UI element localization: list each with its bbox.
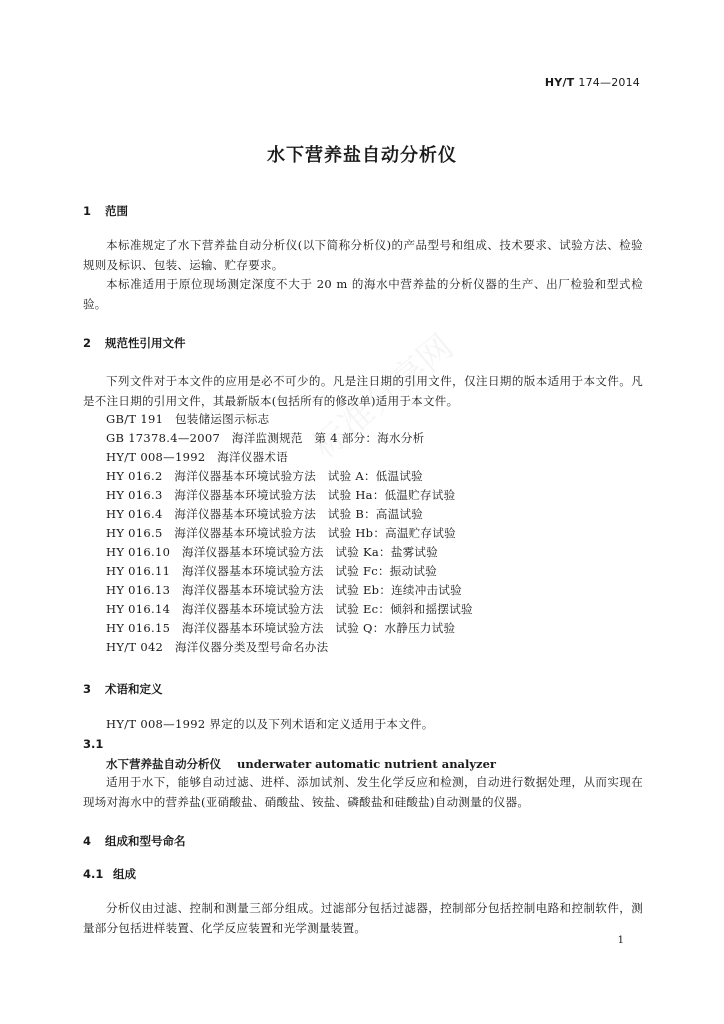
section-title: 规范性引用文件 (105, 336, 186, 350)
document-title: 水下营养盐自动分析仪 (267, 145, 457, 166)
term-heading (106, 756, 496, 772)
reference-item: HY/T 042 海洋仪器分类及型号命名办法 (106, 640, 329, 654)
section-title: 术语和定义 (105, 682, 163, 696)
reference-item: HY 016.5 海洋仪器基本环境试验方法 试验 Hb：高温贮存试验 (106, 526, 456, 540)
scope-paragraph-1: 本标准规定了水下营养盐自动分析仪(以下简称分析仪)的产品型号和组成、技术要求、试验方法、检验规则及标识、包装、运输、贮存要求。 (83, 238, 643, 272)
term-english: underwater automatic nutrient analyzer (237, 757, 496, 771)
composition-paragraph: 分析仪由过滤、控制和测量三部分组成。过滤部分包括过滤器，控制部分包括控制电路和控制软件，测量部分包括进样装置、化学反应装置和光学测量装置。 (83, 901, 643, 935)
section-number: 4.1 (83, 867, 104, 881)
reference-item: HY 016.10 海洋仪器基本环境试验方法 试验 Ka：盐雾试验 (106, 545, 439, 559)
reference-item: GB/T 191 包装储运图示标志 (106, 412, 270, 426)
terms-intro: HY/T 008—1992 界定的以及下列术语和定义适用于本文件。 (106, 717, 434, 731)
section-number: 1 (83, 204, 92, 218)
standard-code-prefix: HY/T (544, 76, 575, 89)
reference-item: HY 016.4 海洋仪器基本环境试验方法 试验 B：高温试验 (106, 507, 424, 521)
standard-code (545, 76, 640, 89)
section-title: 组成和型号命名 (105, 834, 186, 848)
term-definition: 适用于水下，能够自动过滤、进样、添加试剂、发生化学反应和检测，自动进行数据处理，从而实现在现场对海水中的营养盐(亚硝酸盐、硝酸盐、铵盐、磷酸盐和硅酸盐)自动测量的仪器。 (83, 775, 643, 809)
section-2-heading (83, 335, 186, 351)
reference-item: GB 17378.4—2007 海洋监测规范 第 4 部分：海水分析 (106, 431, 425, 445)
section-number: 3 (83, 682, 92, 696)
section-1-heading (83, 203, 128, 219)
section-number: 2 (83, 336, 92, 350)
reference-item: HY/T 008—1992 海洋仪器术语 (106, 450, 289, 464)
term-number: 3.1 (83, 737, 104, 751)
standard-code-number: 174—2014 (578, 76, 640, 89)
reference-item: HY 016.2 海洋仪器基本环境试验方法 试验 A：低温试验 (106, 469, 423, 483)
term-chinese: 水下营养盐自动分析仪 (106, 757, 221, 771)
page-number: 1 (617, 935, 624, 946)
section-3-heading (83, 681, 163, 697)
reference-item: HY 016.13 海洋仪器基本环境试验方法 试验 Eb：连续冲击试验 (106, 583, 462, 597)
reference-item: HY 016.11 海洋仪器基本环境试验方法 试验 Fc：振动试验 (106, 564, 437, 578)
scope-paragraph-2: 本标准适用于原位现场测定深度不大于 20 m 的海水中营养盐的分析仪器的生产、出厂检验和型式检验。 (83, 277, 643, 311)
section-title: 组成 (113, 867, 136, 881)
section-number: 4 (83, 834, 92, 848)
section-4-heading (83, 833, 186, 849)
reference-item: HY 016.3 海洋仪器基本环境试验方法 试验 Ha：低温贮存试验 (106, 488, 456, 502)
reference-item: HY 016.15 海洋仪器基本环境试验方法 试验 Q：水静压力试验 (106, 621, 456, 635)
section-title: 范围 (105, 204, 128, 218)
reference-item: HY 016.14 海洋仪器基本环境试验方法 试验 Ec：倾斜和摇摆试验 (106, 602, 473, 616)
section-4-1-heading (83, 866, 136, 882)
normative-intro: 下列文件对于本文件的应用是必不可少的。凡是注日期的引用文件，仅注日期的版本适用于本文件。凡是不注日期的引用文件，其最新版本(包括所有的修改单)适用于本文件。 (83, 374, 643, 408)
